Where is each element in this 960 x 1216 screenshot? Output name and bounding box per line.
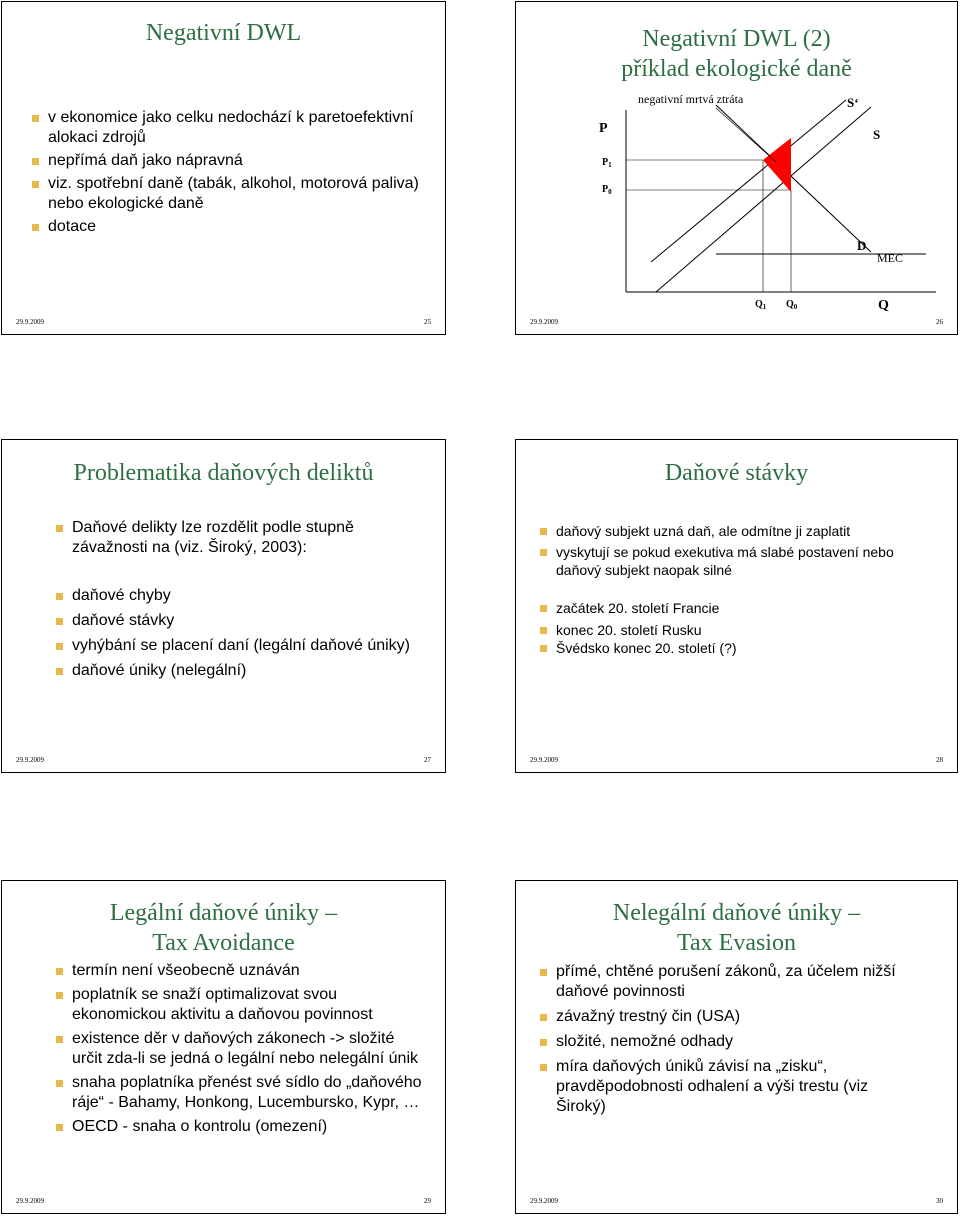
bullet-list-categories (56, 586, 416, 681)
slide-title-line-1: Negativní DWL (2) (642, 26, 831, 52)
slide-title: Problematika daňových deliktů (73, 460, 374, 486)
p1-label: $P_1$ (602, 157, 612, 169)
list-item: daňové úniky (nelegální) (56, 661, 416, 681)
d-label: D (857, 238, 867, 253)
list-item: míra daňových úniků závisí na „zisku“, pravděpodobnosti odhalení a výši trestu (viz Široký) (540, 1057, 910, 1117)
list-item: OECD - snaha o kontrolu (omezení) (56, 1117, 426, 1137)
slide-number: 25 (424, 318, 431, 326)
list-item: snaha poplatníka přenést své sídlo do „daňového ráje“ - Bahamy, Honkong, Lucembursko, Kypr, … (56, 1073, 426, 1113)
slide-title-line-2: příklad ekologické daně (621, 56, 852, 82)
slide-title: Negativní DWL (145, 20, 302, 46)
slide-number: 29 (424, 1197, 431, 1205)
list-item: závažný trestný čin (USA) (540, 1007, 910, 1027)
list-item: viz. spotřební daně (tabák, alkohol, motorová paliva) nebo ekologické daně (32, 174, 422, 214)
bullet-list-description (540, 522, 920, 579)
slide-number: 28 (936, 756, 943, 764)
slide-25 (1, 1, 446, 335)
slide-number: 26 (936, 318, 943, 326)
mec-label: MEC (877, 251, 904, 265)
list-item: přímé, chtěné porušení zákonů, za účelem nižší daňové povinnosti (540, 962, 910, 1002)
list-item: začátek 20. století Francie (540, 599, 920, 617)
list-item: vyhýbání se placení daní (legální daňové úniky) (56, 636, 416, 656)
slide-29 (1, 880, 446, 1214)
bullet-list (32, 108, 422, 237)
list-item: Švédsko konec 20. století (?) (540, 639, 920, 657)
slide-date: 29.9.2009 (530, 318, 558, 326)
slide-title-line-2: Tax Evasion (677, 930, 796, 956)
q-axis-label: Q (878, 298, 889, 313)
p0-label: $P_0$ (602, 184, 612, 196)
dwl-diagram (516, 2, 959, 336)
list-item: poplatník se snaží optimalizovat svou ekonomickou aktivitu a daňovou povinnost (56, 985, 426, 1025)
list-item: vyskytují se pokud exekutiva má slabé postavení nebo daňový subjekt naopak silné (540, 543, 920, 579)
supply-curve-s (656, 107, 871, 292)
list-item: daňové stávky (56, 611, 416, 631)
list-item: nepřímá daň jako nápravná (32, 151, 422, 171)
slide-26 (515, 1, 958, 335)
list-item: Daňové delikty lze rozdělit podle stupně závažnosti na (viz. Široký, 2003): (56, 518, 416, 558)
bullet-list-examples (540, 599, 920, 657)
list-item: existence děr v daňových zákonech -> složité určit zda-li se jedná o legální nebo nelegální únik (56, 1029, 426, 1069)
s-prime-label: S‘ (847, 95, 859, 110)
slide-number: 30 (936, 1197, 943, 1205)
bullet-list (56, 961, 426, 1137)
slide-title-line-1: Nelegální daňové úniky – (612, 900, 861, 926)
slide-number: 27 (424, 756, 431, 764)
q0-label: $Q_0$ (786, 299, 798, 311)
slide-date: 29.9.2009 (530, 756, 558, 764)
list-item: konec 20. století Rusku (540, 621, 920, 639)
list-item: daňový subjekt uzná daň, ale odmítne ji zaplatit (540, 522, 920, 540)
p-label: P (599, 121, 608, 136)
list-item: dotace (32, 217, 422, 237)
list-item: v ekonomice jako celku nedochází k paretoefektivní alokaci zdrojů (32, 108, 422, 148)
slide-date: 29.9.2009 (16, 756, 44, 764)
list-item: daňové chyby (56, 586, 416, 606)
slide-date: 29.9.2009 (16, 1197, 44, 1205)
slide-30 (515, 880, 958, 1214)
list-item: termín není všeobecně uznáván (56, 961, 426, 981)
dwl-label: negativní mrtvá ztráta (638, 92, 744, 106)
slide-27 (1, 439, 446, 773)
list-item: složité, nemožné odhady (540, 1032, 910, 1052)
dwl-pointer (716, 108, 776, 162)
slide-28 (515, 439, 958, 773)
slide-title: Daňové stávky (664, 460, 809, 486)
s-label: S (873, 127, 881, 142)
q1-label: $Q_1$ (755, 299, 767, 311)
slide-date: 29.9.2009 (16, 318, 44, 326)
slide-title-line-2: Tax Avoidance (152, 930, 295, 956)
supply-curve-s-prime (651, 100, 846, 262)
slide-title-line-1: Legální daňové úniky – (109, 900, 338, 926)
bullet-list-intro (56, 518, 416, 558)
slide-date: 29.9.2009 (530, 1197, 558, 1205)
bullet-list (540, 962, 910, 1117)
